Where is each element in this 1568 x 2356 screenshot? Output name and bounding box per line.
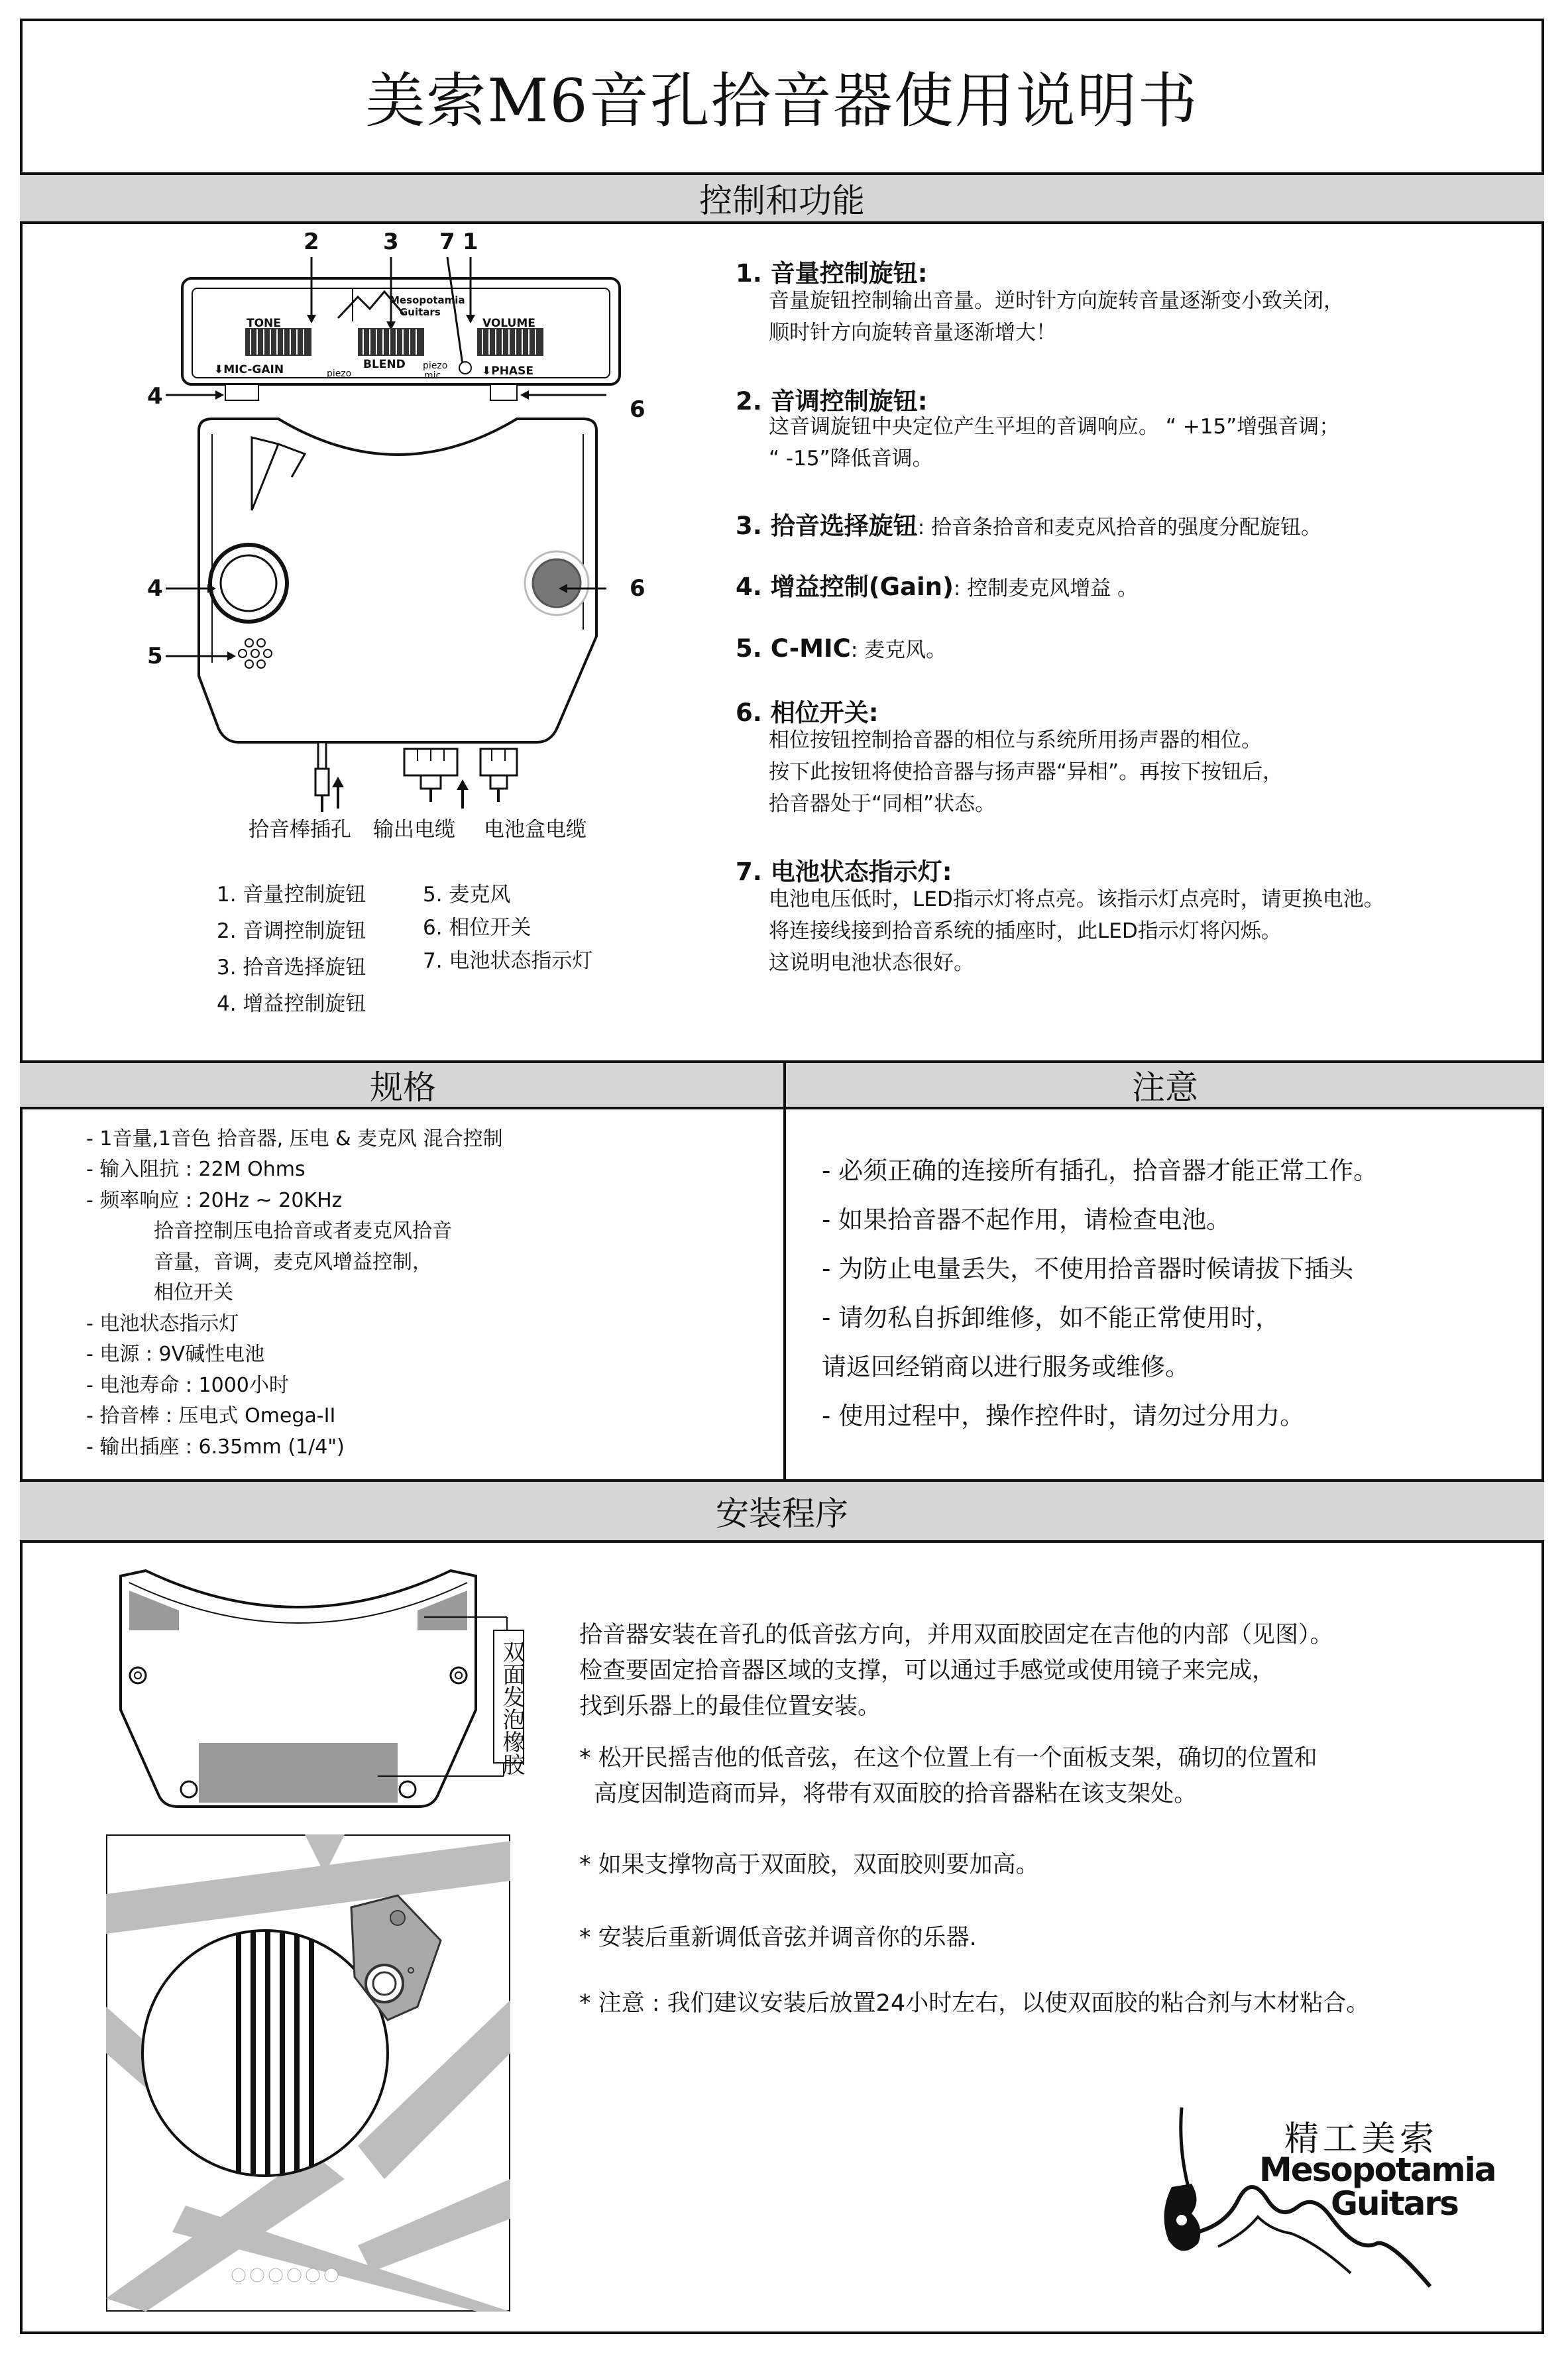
function-2-line-2: “ -15”降低音调。 <box>769 447 933 471</box>
function-3-heading: 3. 拾音选择旋钮: 拾音条拾音和麦克风拾音的强度分配旋钮。 <box>736 512 1321 540</box>
legend-item-6: 6. 相位开关 <box>423 916 532 940</box>
callout-4-top: 4 <box>147 383 163 410</box>
section-header-controls: 控制和功能 <box>20 172 1544 224</box>
callout-4-mid: 4 <box>147 575 163 602</box>
install-para1-line3: 找到乐器上的最佳位置安装。 <box>579 1693 881 1720</box>
volume-knob <box>477 328 543 356</box>
install-para2-line2: 高度因制造商而异，将带有双面胶的拾音器粘在该支架处。 <box>579 1781 1198 1807</box>
small-logo-line1: Mesopotamia <box>390 294 465 306</box>
callout-5: 5 <box>147 643 163 669</box>
legend-item-3: 3. 拾音选择旋钮 <box>217 956 366 980</box>
tone-label: TONE <box>247 317 281 330</box>
pickup-back-illustration <box>113 1564 530 1816</box>
spec-line: - 电池状态指示灯 <box>86 1312 239 1335</box>
spec-line: - 输入阻抗 : 22M Ohms <box>86 1158 306 1181</box>
small-logo-line2: Guitars <box>400 306 441 318</box>
function-6-line-2: 按下此按钮将使拾音器与扬声器“异相”。再按下按钮后， <box>769 760 1284 784</box>
legend-item-5: 5. 麦克风 <box>423 883 511 907</box>
pickup-diagram <box>119 225 702 888</box>
battery-connector-icon <box>480 749 517 802</box>
function-6-heading: 6. 相位开关: <box>736 699 879 727</box>
legend-item-4: 4. 增益控制旋钮 <box>217 992 366 1016</box>
soundhole-install-illustration <box>106 1834 510 2312</box>
function-7-line-2: 将连接线接到拾音系统的插座时，此LED指示灯将闪烁。 <box>769 919 1282 943</box>
output-connector-icon <box>404 749 457 802</box>
volume-label: VOLUME <box>482 317 535 330</box>
spec-line: - 电池寿命 : 1000小时 <box>86 1374 289 1397</box>
spec-line: - 拾音棒 : 压电式 Omega-II <box>86 1404 336 1428</box>
function-7-line-1: 电池电压低时，LED指示灯将点亮。该指示灯点亮时，请更换电池。 <box>769 887 1384 911</box>
blend-piezo2-label: piezo <box>423 361 448 371</box>
function-4-heading: 4. 增益控制(Gain): 控制麦克风增益 。 <box>736 573 1139 601</box>
note-line: - 如果拾音器不起作用，请检查电池。 <box>822 1206 1231 1234</box>
callout-6-mid: 6 <box>630 575 645 602</box>
section-header-install: 安装程序 <box>20 1479 1544 1543</box>
install-para1-line1: 拾音器安装在音孔的低音弦方向，并用双面胶固定在吉他的内部（见图）。 <box>579 1622 1333 1648</box>
note-line: - 为防止电量丢失，不使用拾音器时候请拔下插头 <box>822 1255 1354 1283</box>
install-para2-line1: * 松开民摇吉他的低音弦，在这个位置上有一个面板支架，确切的位置和 <box>579 1745 1317 1771</box>
install-para4: * 安装后重新调低音弦并调音你的乐器. <box>579 1925 977 1951</box>
install-para1-line2: 检查要固定拾音器区域的支撑，可以通过手感觉或使用镜子来完成， <box>579 1657 1276 1684</box>
spec-line: - 1音量,1音色 拾音器, 压电 & 麦克风 混合控制 <box>86 1127 503 1150</box>
function-1-line-1: 音量旋钮控制输出音量。逆时针方向旋转音量逐渐变小致关闭， <box>769 289 1344 313</box>
spec-line: - 频率响应 : 20Hz ~ 20KHz <box>86 1189 343 1212</box>
function-7-line-3: 这说明电池状态很好。 <box>769 951 974 975</box>
callout-2: 2 <box>304 229 319 255</box>
callout-7: 7 <box>439 229 455 255</box>
function-7-heading: 7. 电池状态指示灯: <box>736 858 952 886</box>
spec-line: 音量，音调，麦克风增益控制， <box>154 1251 432 1274</box>
connector-label-output: 输出电缆 <box>373 818 455 842</box>
tape-label: 双面发泡橡胶 <box>498 1640 525 1775</box>
function-6-line-3: 拾音器处于“同相”状态。 <box>769 792 996 816</box>
spec-line: - 输出插座 : 6.35mm (1/4") <box>86 1435 345 1459</box>
note-line: 请返回经销商以进行服务或维修。 <box>822 1353 1190 1381</box>
install-para3: * 如果支撑物高于双面胶，双面胶则要加高。 <box>579 1852 1039 1878</box>
spec-line: - 电源 : 9V碱性电池 <box>86 1343 265 1366</box>
callout-1: 1 <box>463 229 478 255</box>
brand-line1: Mesopotamia <box>1259 2151 1496 2189</box>
legend-item-7: 7. 电池状态指示灯 <box>423 949 593 973</box>
brand-line2: Guitars <box>1331 2184 1458 2223</box>
callout-6-top: 6 <box>630 396 645 423</box>
function-6-line-1: 相位按钮控制拾音器的相位与系统所用扬声器的相位。 <box>769 728 1262 752</box>
function-1-heading: 1. 音量控制旋钮: <box>736 259 928 288</box>
section-header-specs: 规格 <box>20 1060 786 1109</box>
blend-mic-label: mic <box>424 370 441 381</box>
connector-label-jack: 拾音棒插孔 <box>249 818 351 842</box>
piezo-jack-icon <box>315 742 344 812</box>
function-2-heading: 2. 音调控制旋钮: <box>736 387 928 416</box>
mic-gain-label: ⬇MIC-GAIN <box>214 363 284 376</box>
spec-line: 相位开关 <box>154 1281 233 1304</box>
legend-item-2: 2. 音调控制旋钮 <box>217 919 366 943</box>
tone-knob <box>245 328 311 356</box>
section-header-notes: 注意 <box>783 1060 1544 1109</box>
function-5-heading: 5. C-MIC: 麦克风。 <box>736 634 947 663</box>
brand-cn: 精工美索 <box>1284 2119 1439 2159</box>
spec-line: 拾音控制压电拾音或者麦克风拾音 <box>154 1219 452 1243</box>
note-line: - 必须正确的连接所有插孔，拾音器才能正常工作。 <box>822 1156 1378 1185</box>
blend-label: BLEND <box>363 358 406 371</box>
blend-knob <box>358 328 424 356</box>
blend-piezo-label: piezo <box>327 368 352 379</box>
note-line: - 使用过程中，操作控件时，请勿过分用力。 <box>822 1402 1305 1430</box>
callout-3: 3 <box>383 229 399 255</box>
function-2-line-1: 这音调旋钮中央定位产生平坦的音调响应。 “ +15”增强音调； <box>769 415 1340 439</box>
legend-item-1: 1. 音量控制旋钮 <box>217 883 366 907</box>
battery-led-icon <box>459 362 471 374</box>
install-para5: * 注意 : 我们建议安装后放置24小时左右，以使双面胶的粘合剂与木材粘合。 <box>579 1990 1370 2017</box>
phase-label: ⬇PHASE <box>482 365 533 378</box>
function-1-line-2: 顺时针方向旋转音量逐渐增大！ <box>769 321 1056 345</box>
page-title: 美索M6音孔拾音器使用说明书 <box>365 66 1199 136</box>
column-divider <box>783 1060 786 1482</box>
connector-label-battery: 电池盒电缆 <box>484 818 587 842</box>
note-line: - 请勿私自拆卸维修，如不能正常使用时， <box>822 1304 1280 1332</box>
